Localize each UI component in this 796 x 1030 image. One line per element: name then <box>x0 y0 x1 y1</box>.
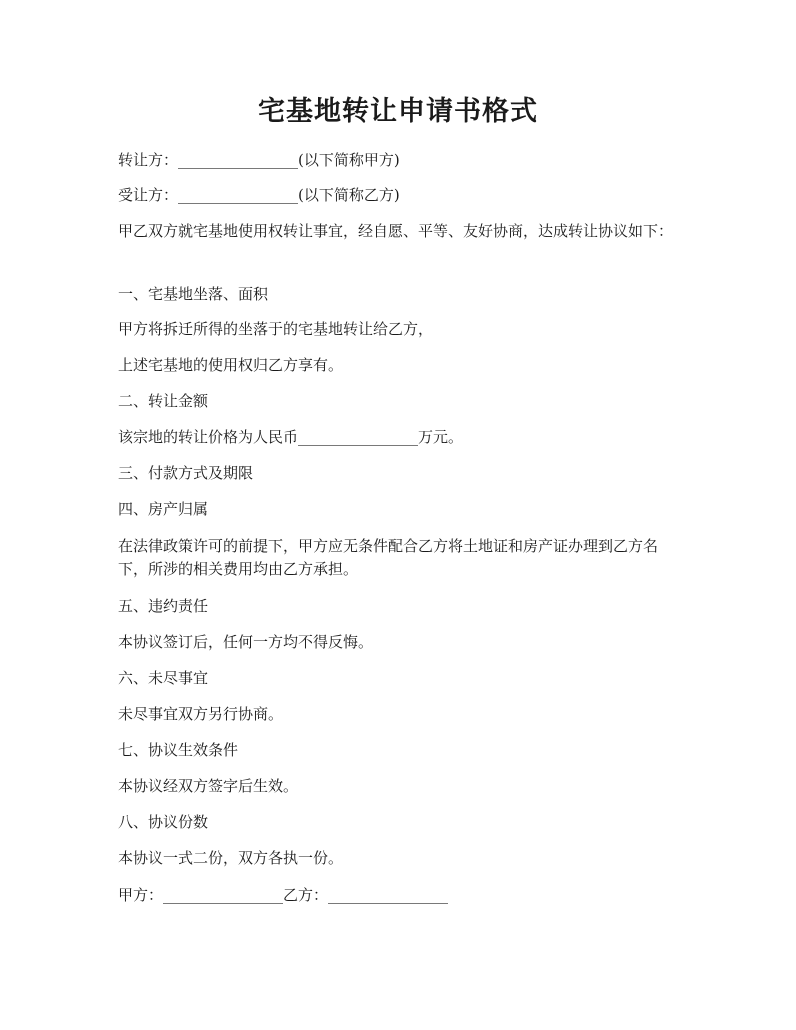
section-heading-2: 二、转让金额 <box>118 392 209 410</box>
document-title: 宅基地转让申请书格式 <box>258 96 538 127</box>
section-heading-1: 一、宅基地坐落、面积 <box>118 285 269 303</box>
transferor-line: 转让方：________________(以下简称甲方) <box>118 151 400 169</box>
section-6-text: 未尽事宜双方另行协商。 <box>118 705 284 723</box>
section-heading-8: 八、协议份数 <box>118 813 209 831</box>
section-heading-6: 六、未尽事宜 <box>118 669 209 687</box>
agreement-intro: 甲乙双方就宅基地使用权转让事宜，经自愿、平等、友好协商，达成转让协议如下： <box>118 222 674 240</box>
section-7-text: 本协议经双方签字后生效。 <box>118 777 299 795</box>
signature-line: 甲方：________________乙方：________________ <box>118 886 449 904</box>
transferee-line: 受让方：________________(以下简称乙方) <box>118 186 400 204</box>
section-heading-7: 七、协议生效条件 <box>118 741 239 759</box>
section-heading-5: 五、违约责任 <box>118 597 209 615</box>
section-4-text: 在法律政策许可的前提下，甲方应无条件配合乙方将土地证和房产证办理到乙方名下，所涉的相关费用均由乙方承担。 <box>118 537 659 578</box>
section-2-text: 该宗地的转让价格为人民币________________万元。 <box>118 428 464 446</box>
section-1-text-a: 甲方将拆迁所得的坐落于的宅基地转让给乙方， <box>118 320 434 338</box>
section-5-text: 本协议签订后，任何一方均不得反悔。 <box>118 633 374 651</box>
section-heading-3: 三、付款方式及期限 <box>118 464 254 482</box>
section-heading-4: 四、房产归属 <box>118 500 209 518</box>
section-8-text: 本协议一式二份，双方各执一份。 <box>118 849 344 867</box>
section-1-text-b: 上述宅基地的使用权归乙方享有。 <box>118 356 344 374</box>
